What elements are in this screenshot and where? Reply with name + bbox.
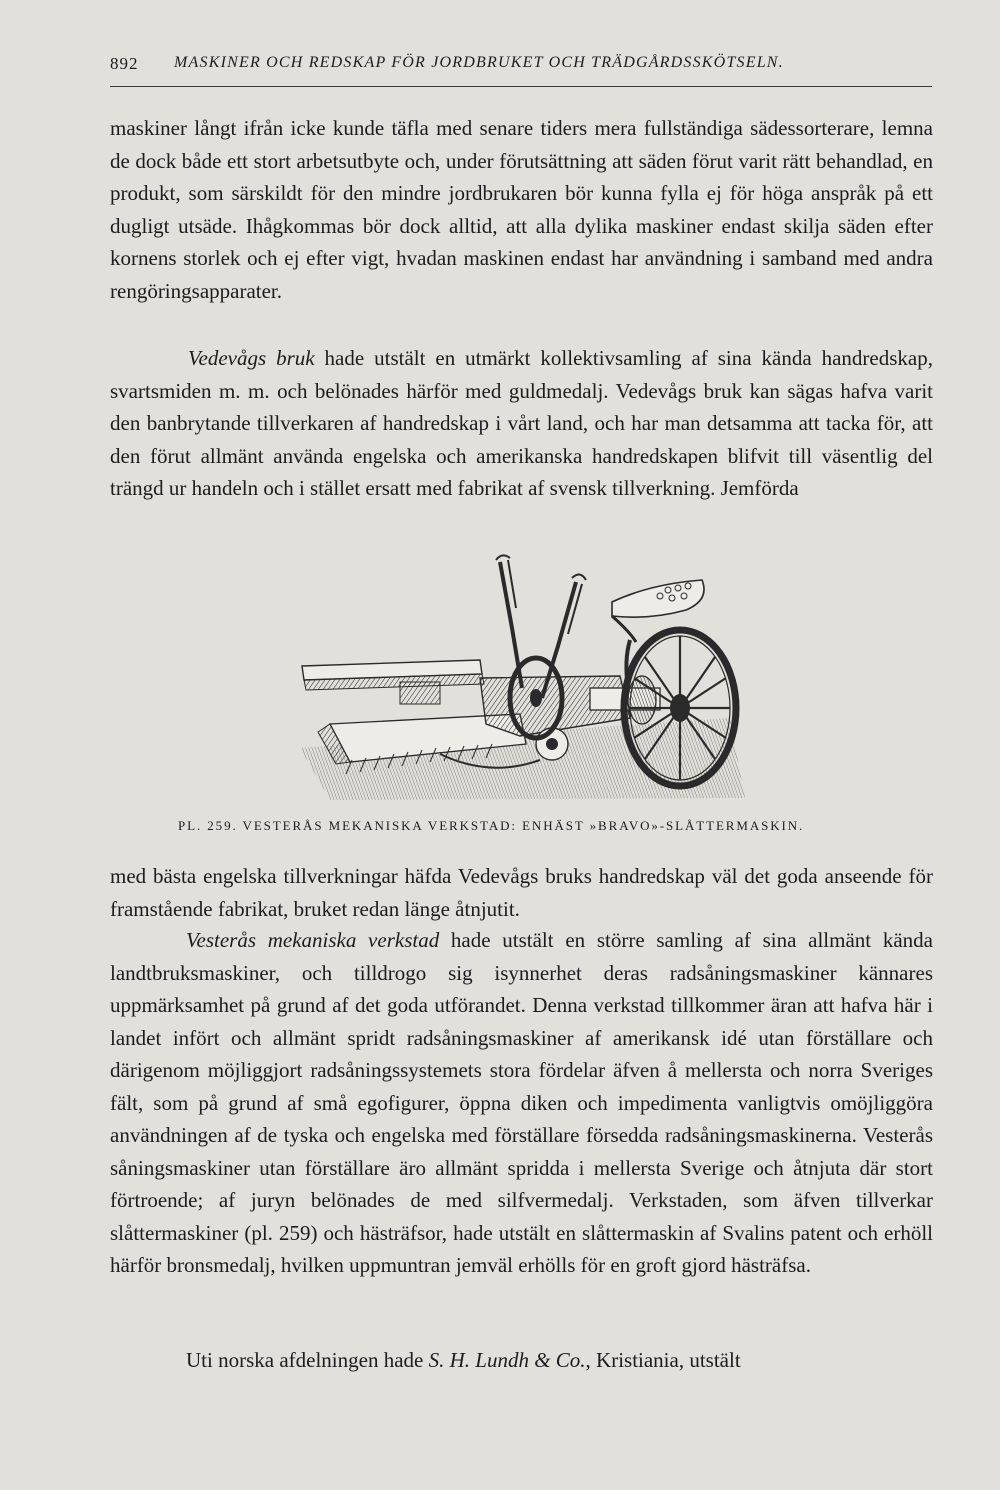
running-title: MASKINER OCH REDSKAP FÖR JORDBRUKET OCH TRÄDGÅRDSSKÖTSELN. xyxy=(174,54,784,71)
paragraph-4-emphasis: Vesterås mekaniska verkstad xyxy=(186,928,440,952)
paragraph-1 xyxy=(110,112,933,307)
drawbar xyxy=(302,660,484,704)
paragraph-2 xyxy=(110,342,933,505)
mowing-machine-illustration xyxy=(290,548,750,810)
page-number: 892 xyxy=(110,54,139,73)
paragraph-1-text: maskiner långt ifrån icke kunde täfla med senare tiders mera fullständiga sädessorterare, lemna de dock både ett stort arbetsutbyte och, under förutsättning att säden förut varit rätt behandlad, en produkt, som särskildt för den mindre jordbrukaren bör kunna fylla ej för höga anspråk på ett dugligt utsäde. Ihågkommas bör dock alltid, att alla dylika maskiner endast skilja säden efter kornens storlek och ej efter vigt, hvadan maskinen endast har användning i samband med andra rengöringsapparater. xyxy=(110,116,933,303)
paragraph-5-emphasis: S. H. Lundh & Co. xyxy=(428,1348,586,1372)
drive-wheel-right xyxy=(624,630,736,786)
paragraph-5-lead: Uti norska afdelningen hade xyxy=(186,1348,429,1372)
paragraph-4 xyxy=(110,924,933,1282)
paragraph-2-text: hade utstält en utmärkt kollektivsamling af sina kända handredskap, svartsmiden m. m. och belönades härför med guldmedalj. Vedevågs bruk kan sägas hafva varit den banbrytande tillverkaren af handredskap i vårt land, och har man detsamma att tacka för, att den förut allmänt använda engelska och amerikanska handredskapen blifvit till väsentlig del trängd ur handeln och i stället ersatt med fabrikat af svensk tillverkning. Jemförda xyxy=(110,346,933,500)
paragraph-3-text: med bästa engelska tillverkningar häfda Vedevågs bruks handredskap väl det goda anseende för framstående fabrikat, bruket redan länge åtnjutit. xyxy=(110,864,933,921)
mowing-machine-engraving xyxy=(290,548,750,810)
paragraph-3 xyxy=(110,860,933,925)
paragraph-2-emphasis: Vedevågs bruk xyxy=(188,346,315,370)
page-header xyxy=(110,50,932,87)
figure-caption: PL. 259. VESTERÅS MEKANISKA VERKSTAD: ENHÄST »BRAVO»-SLÅTTERMASKIN. xyxy=(178,818,805,833)
paragraph-5-text: , Kristiania, utstält xyxy=(585,1348,741,1372)
paragraph-4-text: hade utstält en större samling af sina allmänt kända landtbruksmaskiner, och tilldrogo sig isynnerhet deras radsåningsmaskiner kännares uppmärksamhet på grund af det goda utförandet. Denna verkstad tillkommer äran att hafva här i landet infört och allmänt spridt radsåningsmaskiner af amerikansk idé utan förställare och därigenom möjliggjort radsåningssystemets stora fördelar äfven å mellersta och norra Sveriges fält, som på grund af små egofigurer, öppna diken och impedimenta vanligtvis omöjliggöra användningen af de tyska och engelska med förställare försedda radsåningsmaskinerna. Vesterås såningsmaskiner utan förställare äro allmänt spridda i mellersta Sverige och åtnjuta där stort förtroende; af juryn belönades de med silfvermedalj. Verkstaden, som äfven tillverkar slåttermaskiner (pl. 259) och hästräfsor, hade utstält en slåttermaskin af Svalins patent och erhöll härför bronsmedalj, hvilken uppmuntran jemväl erhölls för en groft gjord hästräfsa. xyxy=(110,928,933,1277)
paragraph-5 xyxy=(110,1344,933,1377)
